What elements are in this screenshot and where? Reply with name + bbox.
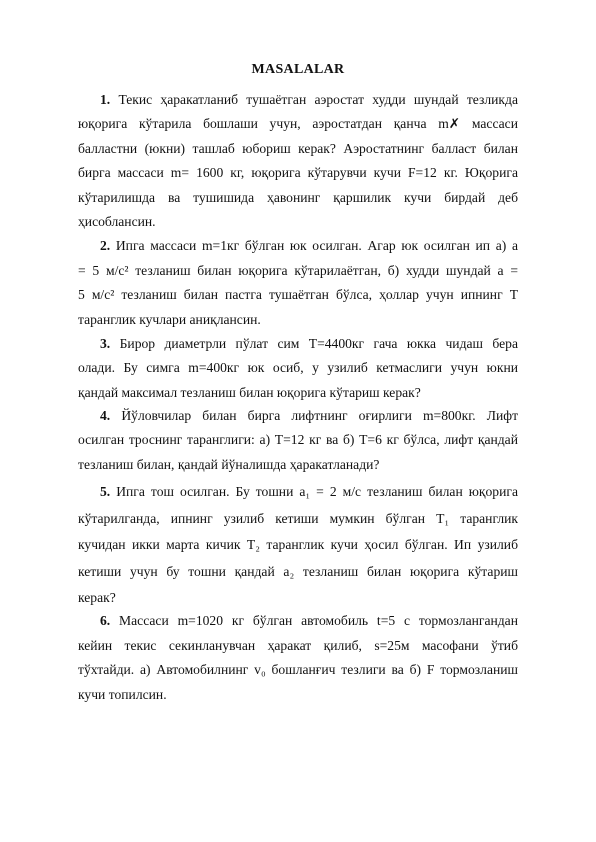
problem-4-line-3: тезланиш билан, қандай йўналишда ҳаракатланади?: [78, 456, 380, 472]
problem-3-line-3: қандай максимал тезланиш билан юқорига кўтариш керак?: [78, 384, 421, 400]
problem-1-number: 1.: [100, 92, 111, 107]
problem-6-number: 6.: [100, 613, 111, 628]
problem-1-line-1: 1. Текис ҳаракатланиб тушаётган аэростат худди шундай тезликда: [100, 92, 518, 107]
problem-2-line-2: = 5 м/с² тезланиш билан юқорига кўтарилаётган, б) худди шундай a =: [78, 262, 518, 278]
problem-1-line-4: бирга массаси m= 1600 кг, юқорига кўтарувчи кучи F=12 кг. Юқорига: [78, 165, 518, 181]
problem-4-line-1: 4. Йўловчилар билан бирга лифтнинг оғирлиги m=800кг. Лифт: [100, 408, 519, 423]
problem-1-line-3: балластни (юкни) ташлаб юбориш керак? Аэростатнинг балласт билан: [78, 140, 518, 156]
problem-2-line-1: 2. Ипга массаси m=1кг бўлган юк осилган. Агар юк осилган ип а) a: [100, 238, 518, 253]
problem-6-line-3: тўхтайди. а) Автомобилнинг v₀ бошланғич тезлиги ва б) F тормозланиш: [78, 662, 518, 678]
problem-6-line-4: кучи топилсин.: [78, 686, 167, 702]
problem-4: [78, 404, 518, 477]
problem-5-line-1: 5. Ипга тош осилган. Бу тошни a₁ = 2 м/с тезланиш билан юқорига: [100, 484, 518, 499]
problem-1: [78, 88, 518, 234]
problem-4-number: 4.: [100, 408, 111, 423]
problem-1-line-2: юқорига кўтарила бошлаши учун, аэростатдан қанча m✗ массаси: [78, 116, 518, 132]
problem-4-line-2: осилган троснинг таранглиги: а) T=12 кг ва б) T=6 кг бўлса, лифт қандай: [78, 432, 518, 448]
problem-2-number: 2.: [100, 238, 111, 253]
problem-6-line-1: 6. Массаси m=1020 кг бўлган автомобиль t=5 с тормозлангандан: [100, 613, 518, 628]
problem-3-number: 3.: [100, 336, 111, 351]
problem-6: [78, 609, 518, 707]
problem-5-line-5: керак?: [78, 590, 116, 606]
problem-5-number: 5.: [100, 484, 111, 499]
problem-3-line-1: 3. Бирор диаметрли пўлат сим T=4400кг гача юкка чидаш бера: [100, 336, 518, 351]
problem-2-line-3: 5 м/с² тезланиш билан пастга тушаётган бўлса, ҳоллар учун ипнинг T: [78, 287, 518, 303]
page-title: MASALALAR: [251, 62, 345, 77]
problem-5: [78, 479, 518, 612]
problem-1-line-5: кўтарилишда ва тушишида ҳавонинг қаршилик кучи бирдай деб: [78, 189, 518, 205]
problem-3: [78, 332, 518, 405]
problem-5-line-2: кўтарилганда, ипнинг узилиб кетиши мумкин бўлган T₁ таранглик: [78, 510, 518, 526]
problem-5-line-4: кетиши учун бу тошни қандай a₂ тезланиш билан юқорига кўтариш: [78, 563, 518, 579]
problem-2: [78, 234, 518, 332]
problem-2-line-4: таранглик кучлари аниқлансин.: [78, 311, 261, 327]
problem-1-line-6: ҳисоблансин.: [78, 214, 156, 230]
problem-5-line-3: кучидан икки марта кичик T₂ таранглик кучи ҳосил бўлган. Ип узилиб: [78, 537, 518, 553]
problem-6-line-2: кейин текис секинланувчан ҳаракат қилиб, s=25м масофани ўтиб: [78, 637, 518, 653]
problem-3-line-2: олади. Бу симга m=400кг юк осиб, у узилиб кетмаслиги учун юкни: [78, 360, 518, 376]
